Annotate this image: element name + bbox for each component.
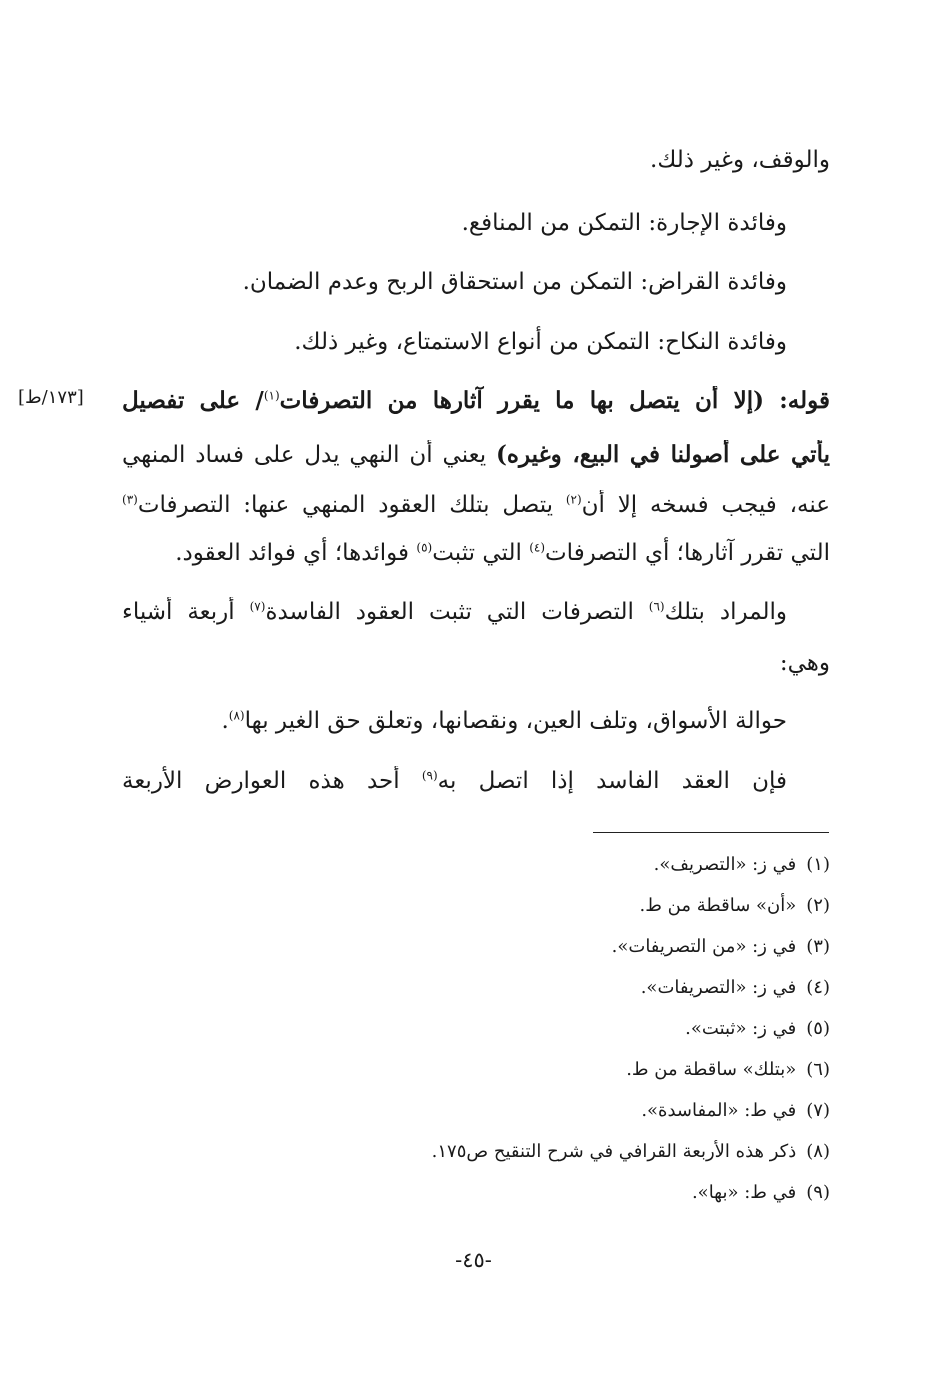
footnote-3: [612, 934, 830, 960]
margin-page-reference: [١٧٣/ط]: [18, 387, 84, 408]
footnote-ref-1[interactable]: (١): [263, 388, 280, 403]
text-run: يتصل بتلك العقود المنهي عنها: التصرفات: [137, 492, 566, 518]
footnote-text: في ز: «ثبتت».: [685, 1018, 797, 1039]
body-line-3: وفائدة القراض: التمكن من استحقاق الربح وعدم الضمان.: [242, 269, 787, 295]
text-run: حوالة الأسواق، وتلف العين، ونقصانها، وتعلق حق الغير بها: [244, 708, 787, 734]
body-line-12: [122, 766, 787, 796]
footnote-number: (٢): [806, 895, 830, 916]
body-line-6: [122, 440, 830, 470]
footnote-ref-9[interactable]: (٩): [421, 768, 438, 783]
footnote-ref-2[interactable]: (٢): [565, 492, 582, 507]
quote-intro: قوله:: [764, 387, 830, 414]
body-line-9: [122, 597, 787, 627]
body-line-1: والوقف، وغير ذلك.: [650, 147, 830, 173]
footnote-text: في ز: «من التصريفات».: [611, 936, 797, 957]
quoted-text-end: يأتي على أصولنا في البيع، وغيره): [496, 441, 830, 468]
body-line-8: [175, 538, 830, 568]
footnote-2: [640, 893, 830, 919]
footnote-6: [626, 1057, 830, 1083]
footnote-4: [641, 975, 830, 1001]
footnote-text: في ط: «بها».: [691, 1182, 797, 1203]
body-line-11: [221, 706, 787, 736]
footnote-ref-8[interactable]: (٨): [228, 708, 245, 723]
footnote-5: [685, 1016, 830, 1042]
body-line-2: وفائدة الإجارة: التمكن من المنافع.: [461, 210, 787, 236]
footnote-7: [641, 1098, 830, 1124]
footnote-number: (٧): [806, 1100, 830, 1121]
footnote-number: (٨): [806, 1141, 830, 1162]
quoted-text: (إلا أن يتصل بها ما يقرر آثارها من التصرفات: [279, 387, 765, 414]
footnote-ref-5[interactable]: (٥): [416, 540, 433, 555]
quoted-text-cont: / على تفصيل: [122, 387, 264, 414]
page-number: -٤٥-: [455, 1248, 492, 1272]
footnote-separator: [593, 832, 829, 833]
footnote-text: في ز: «التصريفات».: [640, 977, 797, 998]
body-line-10: وهي:: [779, 650, 830, 676]
text-run: أحد هذه العوارض الأربعة: [122, 768, 422, 794]
footnote-number: (٩): [806, 1182, 830, 1203]
body-line-7: [122, 490, 830, 520]
footnote-text: «بتلك» ساقطة من ط.: [626, 1059, 797, 1080]
text-run: التي تثبت: [432, 540, 530, 566]
footnote-text: في ز: «التصريف».: [653, 854, 797, 875]
commentary-text: يعني أن النهي يدل على فساد المنهي: [122, 442, 497, 468]
footnote-ref-3[interactable]: (٣): [122, 492, 138, 507]
body-line-4: وفائدة النكاح: التمكن من أنواع الاستمتاع، وغير ذلك.: [294, 329, 787, 355]
text-run: والمراد بتلك: [664, 599, 787, 625]
footnote-ref-7[interactable]: (٧): [249, 599, 266, 614]
footnote-ref-6[interactable]: (٦): [648, 599, 665, 614]
footnote-number: (٦): [806, 1059, 830, 1080]
text-run: فوائدها؛ أي فوائد العقود.: [175, 540, 417, 566]
text-run: أربعة أشياء: [122, 599, 250, 625]
footnote-number: (٤): [806, 977, 830, 998]
footnote-number: (٥): [806, 1018, 830, 1039]
footnote-number: (٣): [806, 936, 830, 957]
text-run: .: [221, 708, 229, 734]
text-run: التصرفات التي تثبت العقود الفاسدة: [265, 599, 649, 625]
footnote-text: ذكر هذه الأربعة القرافي في شرح التنقيح ص١٧٥.: [431, 1141, 797, 1162]
footnote-ref-4[interactable]: (٤): [529, 540, 546, 555]
footnote-text: في ط: «المفاسدة».: [641, 1100, 797, 1121]
text-run: فإن العقد الفاسد إذا اتصل به: [437, 768, 787, 794]
footnote-1: [654, 852, 830, 878]
body-line-5: [122, 386, 830, 416]
text-run: التي تقرر آثارها؛ أي التصرفات: [545, 540, 830, 566]
footnote-9: [692, 1180, 830, 1206]
footnote-8: [432, 1139, 830, 1165]
footnote-number: (١): [806, 854, 830, 875]
text-run: عنه، فيجب فسخه إلا أن: [581, 492, 830, 518]
footnote-text: «أن» ساقطة من ط.: [639, 895, 797, 916]
